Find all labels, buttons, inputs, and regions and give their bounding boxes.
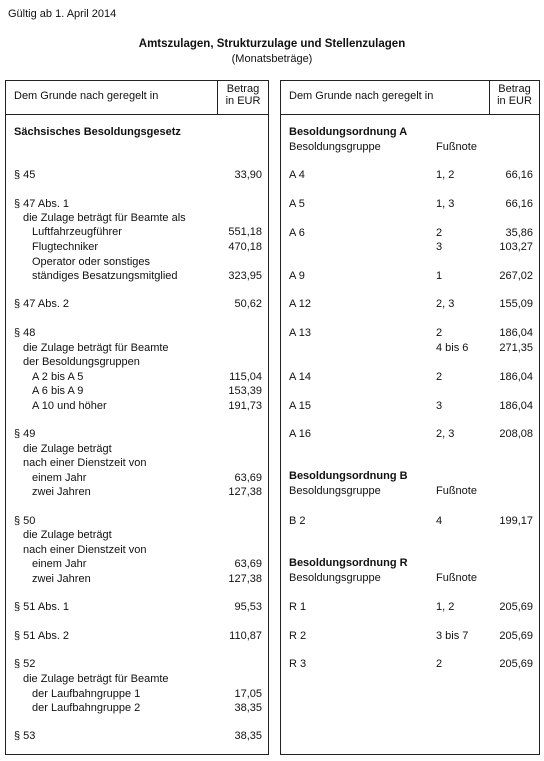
left-line-amount: 551,18 xyxy=(228,226,262,238)
left-line-text: A 10 und höher xyxy=(32,400,107,412)
right-table xyxy=(280,80,540,755)
right-row-group: A 5 xyxy=(289,198,305,210)
left-line-text: Operator oder sonstiges xyxy=(32,256,151,268)
left-line-text: die Zulage beträgt für Beamte xyxy=(23,673,169,685)
right-row-amount: 205,69 xyxy=(499,630,533,642)
left-line-text: § 51 Abs. 1 xyxy=(14,601,70,613)
left-line-text: die Zulage beträgt xyxy=(23,443,112,455)
left-line-amount: 17,05 xyxy=(234,688,262,700)
left-line-text: § 49 xyxy=(14,428,36,440)
left-line-text: nach einer Dienstzeit von xyxy=(23,544,147,556)
right-row-group: A 4 xyxy=(289,169,305,181)
left-line-amount: 153,39 xyxy=(228,385,262,397)
right-row-amount: 66,16 xyxy=(505,198,533,210)
right-row-footnote: 2 xyxy=(436,227,443,239)
left-line-amount: 191,73 xyxy=(228,400,262,412)
right-row-group: R 1 xyxy=(289,601,307,613)
right-row-footnote: 2, 3 xyxy=(436,298,455,310)
left-line-amount: 63,69 xyxy=(234,558,262,570)
left-line-amount: 323,95 xyxy=(228,270,262,282)
right-row-amount: 205,69 xyxy=(499,658,533,670)
amount-label-line2: in EUR xyxy=(497,95,532,107)
right-row-footnote: 1, 2 xyxy=(436,601,455,613)
right-col-note-label: Fußnote xyxy=(436,141,477,153)
right-row-footnote: 2 xyxy=(436,658,443,670)
validity-date: Gültig ab 1. April 2014 xyxy=(8,8,117,20)
right-row-amount: 186,04 xyxy=(499,400,533,412)
right-section-title: Besoldungsordnung A xyxy=(289,126,408,138)
right-col-label: Dem Grunde nach geregelt in xyxy=(289,90,434,102)
left-line-text: der Laufbahngruppe 2 xyxy=(32,702,141,714)
left-line-text: Flugtechniker xyxy=(32,241,99,253)
left-line-amount: 33,90 xyxy=(234,169,262,181)
left-line-text: § 45 xyxy=(14,169,36,181)
left-line-text: § 50 xyxy=(14,515,36,527)
left-amount-header xyxy=(217,83,269,107)
right-row-footnote: 2 xyxy=(436,327,443,339)
right-row-footnote: 2 xyxy=(436,371,443,383)
left-line-text: zwei Jahren xyxy=(32,573,91,585)
amount-label-line1: Betrag xyxy=(226,83,260,95)
left-line-text: Luftfahrzeugführer xyxy=(32,226,122,238)
right-row-group: A 12 xyxy=(289,298,312,310)
left-line-amount: 110,87 xyxy=(229,630,262,642)
left-line-text: der Laufbahngruppe 1 xyxy=(32,688,141,700)
document-subtitle: (Monatsbeträge) xyxy=(231,53,313,65)
amount-label-line1: Betrag xyxy=(498,83,531,95)
left-line-text: die Zulage beträgt für Beamte als xyxy=(23,212,186,224)
right-row-amount: 35,86 xyxy=(505,227,533,239)
left-line-amount: 38,35 xyxy=(234,702,262,714)
right-row-footnote: 1, 3 xyxy=(436,198,455,210)
right-col-group-label: Besoldungsgruppe xyxy=(289,572,381,584)
left-line-text: § 47 Abs. 1 xyxy=(14,198,70,210)
left-line-text: ständiges Besatzungsmitglied xyxy=(32,270,178,282)
left-line-text: § 53 xyxy=(14,730,36,742)
left-line-text: einem Jahr xyxy=(32,472,87,484)
left-line-amount: 95,53 xyxy=(234,601,262,613)
left-table-header xyxy=(6,81,268,115)
right-row-footnote: 4 xyxy=(436,515,443,527)
right-row-group: A 14 xyxy=(289,371,312,383)
left-line-text: zwei Jahren xyxy=(32,486,91,498)
left-line-amount: 50,62 xyxy=(234,298,262,310)
right-amount-header xyxy=(489,83,540,107)
right-row-amount: 186,04 xyxy=(499,327,533,339)
left-line-amount: 38,35 xyxy=(234,730,262,742)
document-title: Amtszulagen, Strukturzulage und Stellenzulagen xyxy=(138,38,406,50)
left-line-text: nach einer Dienstzeit von xyxy=(23,457,147,469)
left-line-amount: 115,04 xyxy=(229,371,262,383)
left-line-amount: 127,38 xyxy=(228,573,262,585)
right-row-amount: 103,27 xyxy=(499,241,533,253)
right-row-group: R 2 xyxy=(289,630,307,642)
right-row-group: A 6 xyxy=(289,227,305,239)
left-line-amount: 63,69 xyxy=(234,472,262,484)
right-col-note-label: Fußnote xyxy=(436,485,477,497)
right-col-note-label: Fußnote xyxy=(436,572,477,584)
left-line-text: die Zulage beträgt für Beamte xyxy=(23,342,169,354)
left-line-text: § 47 Abs. 2 xyxy=(14,298,70,310)
left-line-text: § 51 Abs. 2 xyxy=(14,630,70,642)
right-row-group: R 3 xyxy=(289,658,307,670)
left-section-title: Sächsisches Besoldungsgesetz xyxy=(14,126,181,138)
left-line-text: der Besoldungsgruppen xyxy=(23,356,140,368)
left-table xyxy=(5,80,269,755)
right-row-amount: 267,02 xyxy=(499,270,533,282)
right-row-footnote: 3 xyxy=(436,400,443,412)
left-line-text: § 52 xyxy=(14,658,36,670)
right-row-footnote: 1, 2 xyxy=(436,169,455,181)
left-line-text: A 2 bis A 5 xyxy=(32,371,84,383)
right-row-amount: 199,17 xyxy=(499,515,533,527)
left-col-label: Dem Grunde nach geregelt in xyxy=(14,90,159,102)
right-row-footnote: 3 bis 7 xyxy=(436,630,469,642)
left-line-amount: 127,38 xyxy=(228,486,262,498)
right-row-amount: 205,69 xyxy=(499,601,533,613)
left-line-amount: 470,18 xyxy=(228,241,262,253)
left-line-text: einem Jahr xyxy=(32,558,87,570)
right-row-amount: 66,16 xyxy=(505,169,533,181)
right-row-group: A 16 xyxy=(289,428,312,440)
left-line-text: A 6 bis A 9 xyxy=(32,385,84,397)
right-row-footnote: 4 bis 6 xyxy=(436,342,469,354)
left-line-text: die Zulage beträgt xyxy=(23,529,112,541)
right-row-footnote: 1 xyxy=(436,270,443,282)
right-row-amount: 155,09 xyxy=(499,298,533,310)
right-row-amount: 208,08 xyxy=(499,428,533,440)
right-table-header xyxy=(281,81,539,115)
right-row-group: A 9 xyxy=(289,270,305,282)
left-line-text: § 48 xyxy=(14,327,36,339)
amount-label-line2: in EUR xyxy=(225,95,261,107)
right-row-footnote: 3 xyxy=(436,241,443,253)
right-col-group-label: Besoldungsgruppe xyxy=(289,485,381,497)
right-section-title: Besoldungsordnung R xyxy=(289,557,408,569)
right-row-group: B 2 xyxy=(289,515,306,527)
right-row-group: A 13 xyxy=(289,327,312,339)
right-col-group-label: Besoldungsgruppe xyxy=(289,141,381,153)
right-section-title: Besoldungsordnung B xyxy=(289,470,408,482)
right-row-group: A 15 xyxy=(289,400,312,412)
right-row-amount: 186,04 xyxy=(499,371,533,383)
right-row-amount: 271,35 xyxy=(499,342,533,354)
right-row-footnote: 2, 3 xyxy=(436,428,455,440)
